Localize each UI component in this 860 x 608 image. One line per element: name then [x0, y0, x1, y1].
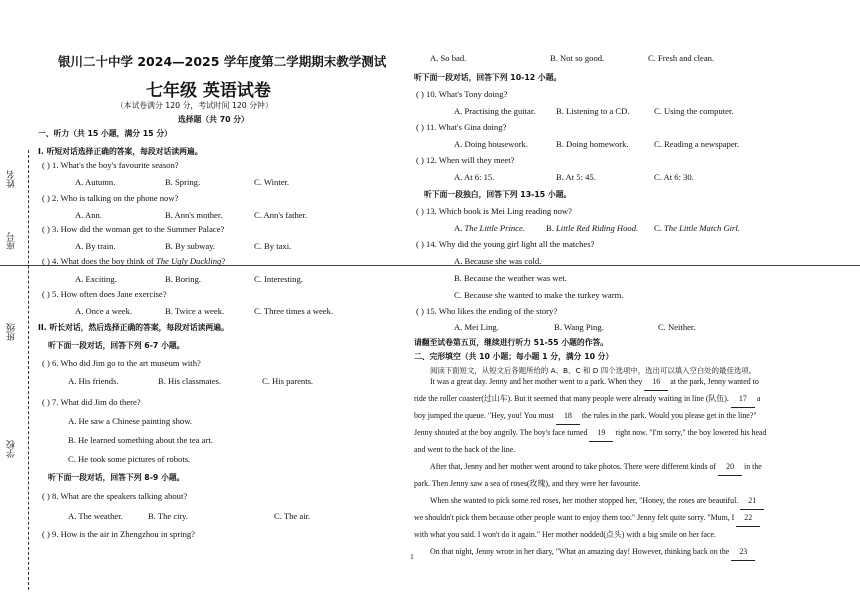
q8-option-c[interactable]: C. The air.: [274, 511, 311, 521]
q2-option-c[interactable]: C. Ann's father.: [254, 210, 308, 220]
q12-option-a[interactable]: A. At 6: 15.: [454, 172, 495, 182]
question-1: ( ) 1. What's the boy's favourite season?: [42, 160, 179, 170]
cloze-line-3: boy jumped the queue. "Hey, you! You must 18 the rules in the park. Would you please get in the line?": [414, 408, 757, 425]
q15-option-a[interactable]: A. Mei Ling.: [454, 322, 499, 332]
cloze-line-4: Jenny shouted at the boy angrily. The boy's face turned 19 right now. "I'm sorry," the boy lowered his head: [414, 425, 766, 442]
cloze-line-2: ride the roller coaster(过山车). But it seemed that many people were already waiting in line (队伍). 17 a: [414, 391, 760, 408]
q3-option-c[interactable]: C. By taxi.: [254, 241, 292, 251]
q3-option-a[interactable]: A. By train.: [75, 241, 116, 251]
q5-option-b[interactable]: B. Twice a week.: [165, 306, 225, 316]
question-13: ( ) 13. Which book is Mei Ling reading now?: [416, 206, 572, 216]
q14-option-c[interactable]: C. Because she wanted to make the turkey warm.: [454, 290, 624, 300]
q13-option-a[interactable]: A. The Little Prince.: [454, 223, 525, 233]
dialog-6-7-note: 听下面一段对话，回答下列 6-7 小题。: [48, 341, 185, 350]
q11-option-a[interactable]: A. Doing housework.: [454, 139, 528, 149]
cloze-instruction: 阅读下面短文，从短文后各题所给的 A、B、C 和 D 四个选项中，选出可以填入空白处的最佳选项。: [430, 366, 757, 375]
cloze-line-8: When she wanted to pick some red roses, her mother stopped her, "Honey, the roses are beautiful. 21: [430, 493, 764, 510]
q12-option-b[interactable]: B. At 5: 45.: [556, 172, 596, 182]
question-14: ( ) 14. Why did the young girl light all the matches?: [416, 239, 595, 249]
cloze-line-5: and went to the back of the line.: [414, 445, 516, 454]
cloze-line-9: we shouldn't pick them because other people want to enjoy them too." Jenny felt quite sorry. "Mum, I 22: [414, 510, 760, 527]
question-12: ( ) 12. When will they meet?: [416, 155, 515, 165]
q11-option-b[interactable]: B. Doing homework.: [556, 139, 629, 149]
q6-option-b[interactable]: B. His classmates.: [158, 376, 222, 386]
q4-option-a[interactable]: A. Exciting.: [75, 274, 117, 284]
cloze-line-7: park. Then Jenny saw a sea of roses(玫瑰), and they were her favourite.: [414, 479, 641, 488]
turn-page-note: 请翻至试卷第五页，继续进行听力 51-55 小题的作答。: [414, 338, 609, 347]
score-note: （本试卷满分 120 分，考试时间 120 分钟）: [116, 101, 273, 110]
q10-option-c[interactable]: C. Using the computer.: [654, 106, 734, 116]
q10-option-b[interactable]: B. Listening to a CD.: [556, 106, 630, 116]
page-number: 1: [410, 552, 414, 561]
school-title: 银川二十中学 2024—2025 学年度第二学期期末教学测试: [58, 54, 387, 69]
q12-option-c[interactable]: C. At 6: 30.: [654, 172, 694, 182]
question-4: ( ) 4. What does the boy think of The Ugly Duckling?: [42, 256, 226, 266]
dialog-10-12-note: 听下面一段对话，回答下列 10-12 小题。: [414, 73, 562, 82]
q4-option-c[interactable]: C. Interesting.: [254, 274, 303, 284]
question-8: ( ) 8. What are the speakers talking about?: [42, 491, 188, 501]
q8-option-a[interactable]: A. The weather.: [68, 511, 123, 521]
question-6: ( ) 6. Who did Jim go to the art museum with?: [42, 358, 201, 368]
question-9: ( ) 9. How is the air in Zhengzhou in spring?: [42, 529, 195, 539]
blank-23[interactable]: 23: [731, 544, 755, 561]
blank-22[interactable]: 22: [736, 510, 760, 527]
q2-option-a[interactable]: A. Ann.: [75, 210, 102, 220]
binding-strip: [2, 0, 28, 608]
dialog-13-15-note: 听下面一段独白，回答下列 13-15 小题。: [424, 190, 572, 199]
q7-option-c[interactable]: C. He took some pictures of robots.: [68, 454, 191, 464]
cloze-heading: 二、完形填空（共 10 小题；每小题 1 分，满分 10 分）: [414, 352, 614, 361]
school-label: 学校: [7, 440, 17, 458]
seat-label: 座号: [7, 232, 17, 250]
question-3: ( ) 3. How did the woman get to the Summer Palace?: [42, 224, 225, 234]
q1-option-a[interactable]: A. Autumn.: [75, 177, 116, 187]
q9-option-a[interactable]: A. So bad.: [430, 53, 467, 63]
listening-heading: 一、听力（共 15 小题，满分 15 分）: [38, 129, 172, 138]
q4-option-b[interactable]: B. Boring.: [165, 274, 202, 284]
q14-option-a[interactable]: A. Because she was cold.: [454, 256, 542, 266]
q9-option-c[interactable]: C. Fresh and clean.: [648, 53, 715, 63]
question-7: ( ) 7. What did Jim do there?: [42, 397, 141, 407]
exam-title: 七年级 英语试卷: [146, 81, 271, 101]
q1-option-b[interactable]: B. Spring.: [165, 177, 201, 187]
blank-19[interactable]: 19: [589, 425, 613, 442]
q11-option-c[interactable]: C. Reading a newspaper.: [654, 139, 740, 149]
blank-16[interactable]: 16: [644, 374, 668, 391]
section-note: 选择题（共 70 分）: [178, 115, 249, 124]
question-2: ( ) 2. Who is talking on the phone now?: [42, 193, 179, 203]
q10-option-a[interactable]: A. Practising the guitar.: [454, 106, 536, 116]
class-label: 班级: [7, 323, 17, 341]
blank-21[interactable]: 21: [740, 493, 764, 510]
cloze-line-10: with what you said. I won't do it again." Her mother nodded(点头) with a big smile on her face.: [414, 530, 717, 539]
q5-option-c[interactable]: C. Three times a week.: [254, 306, 334, 316]
q4-book-title: The Ugly Duckling: [155, 256, 222, 266]
blank-20[interactable]: 20: [718, 459, 742, 476]
q15-option-c[interactable]: C. Neither.: [658, 322, 696, 332]
question-10: ( ) 10. What's Tony doing?: [416, 89, 508, 99]
q6-option-c[interactable]: C. His parents.: [262, 376, 314, 386]
cloze-line-6: After that, Jenny and her mother went around to take photos. There were different kinds of 20 in the: [430, 459, 762, 476]
q15-option-b[interactable]: B. Wang Ping.: [554, 322, 604, 332]
q6-option-a[interactable]: A. His friends.: [68, 376, 119, 386]
cloze-line-11: On that night, Jenny wrote in her diary, "What an amazing day! However, thinking back on the 23: [430, 544, 755, 561]
q3-option-b[interactable]: B. By subway.: [165, 241, 216, 251]
question-11: ( ) 11. What's Gina doing?: [416, 122, 507, 132]
q1-option-c[interactable]: C. Winter.: [254, 177, 290, 187]
q8-option-b[interactable]: B. The city.: [148, 511, 188, 521]
question-5: ( ) 5. How often does Jane exercise?: [42, 289, 167, 299]
name-label: 姓名: [7, 170, 17, 188]
q7-option-b[interactable]: B. He learned something about the tea art.: [68, 435, 213, 445]
q5-option-a[interactable]: A. Once a week.: [75, 306, 133, 316]
q13-option-b[interactable]: B. Little Red Riding Hood.: [546, 223, 639, 233]
binding-line: [28, 150, 29, 590]
q14-option-b[interactable]: B. Because the weather was wet.: [454, 273, 567, 283]
q9-option-b[interactable]: B. Not so good.: [550, 53, 605, 63]
listening-part1: I. 听短对话选择正确的答案，每段对话读两遍。: [38, 147, 203, 156]
q7-option-a[interactable]: A. He saw a Chinese painting show.: [68, 416, 193, 426]
q13-option-c[interactable]: C. The Little Match Girl.: [654, 223, 740, 233]
blank-18[interactable]: 18: [556, 408, 580, 425]
listening-part2: II. 听长对话，然后选择正确的答案，每段对话读两遍。: [38, 323, 229, 332]
q2-option-b[interactable]: B. Ann's mother.: [165, 210, 223, 220]
dialog-8-9-note: 听下面一段对话，回答下列 8-9 小题。: [48, 473, 185, 482]
blank-17[interactable]: 17: [731, 391, 755, 408]
question-15: ( ) 15. Who likes the ending of the story?: [416, 306, 558, 316]
cloze-line-1: It was a great day. Jenny and her mother went to a park. When they 16 at the park, Jenny wanted to: [430, 374, 759, 391]
